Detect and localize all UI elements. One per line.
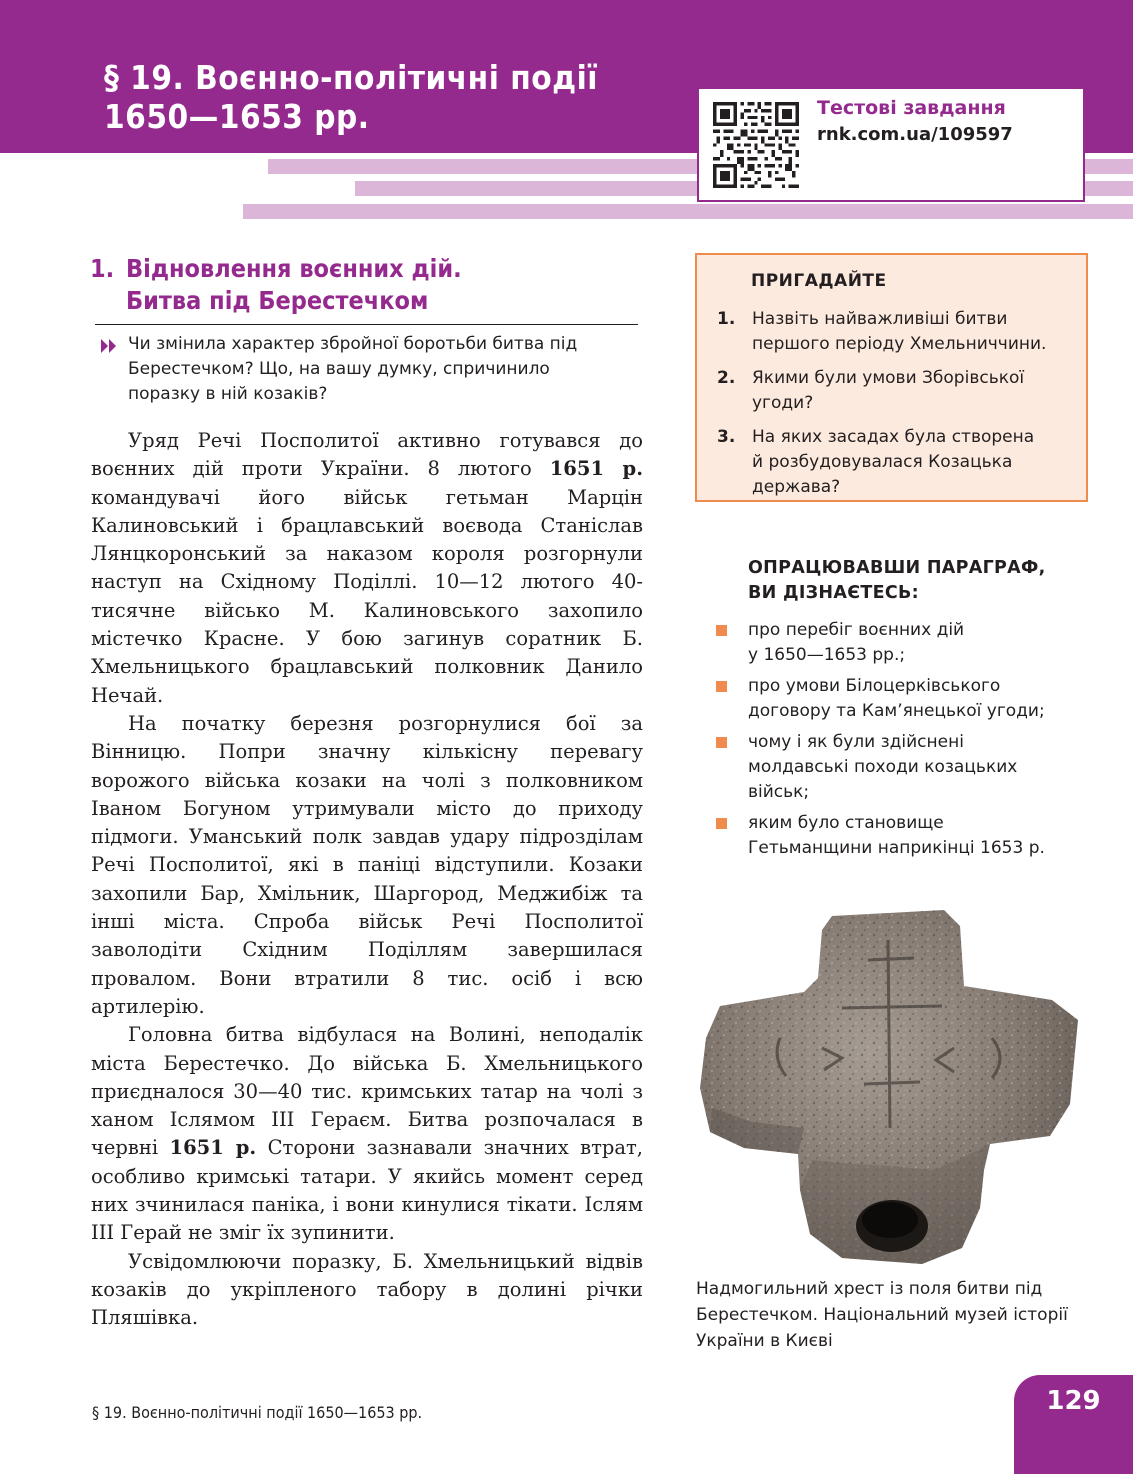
list-item: 2. Якими були умови Зборівської угоди? bbox=[717, 368, 1025, 413]
recall-title: ПРИГАДАЙТЕ bbox=[751, 271, 887, 291]
qr-code-icon[interactable] bbox=[713, 102, 799, 188]
double-arrow-icon bbox=[101, 339, 119, 353]
section-number: 1. bbox=[90, 254, 115, 283]
photo-caption: Надмогильний хрест із поля битви під Берестечком. Національний музей історії України в Києві bbox=[696, 1279, 1068, 1351]
paragraph: Уряд Речі Посполитої активно готувався до воєнних дій проти України. 8 лютого 1651 р. командувачі його військ гетьман Марцін Калиновський і брацлавський воєвода Станіслав Лянцкоронський за наказом короля розгорнули наступ на Східному Поділлі. 10—12 лютого 40-тисячне військо М. Калиновського захопило містечко Красне. У бою загинув соратник Б. Хмельницького брацлавський полковник Данило Нечай. bbox=[91, 429, 643, 707]
running-footer: § 19. Воєнно-політичні події 1650—1653 рр. bbox=[92, 1403, 423, 1422]
learn-list bbox=[716, 618, 1076, 867]
list-item: 1. Назвіть найважливіші битви першого періоду Хмельниччини. bbox=[717, 309, 1047, 354]
tests-link[interactable]: rnk.com.ua/109597 bbox=[817, 124, 1013, 145]
problem-question: Чи змінила характер збройної боротьби битва під Берестечком? Що, на вашу думку, спричинило поразку в ній козаків? bbox=[128, 334, 578, 404]
learn-title: ОПРАЦЮВАВШИ ПАРАГРАФ, ВИ ДІЗНАЄТЕСЬ: bbox=[748, 558, 1046, 603]
tests-box bbox=[697, 87, 1085, 202]
square-bullet-icon bbox=[716, 625, 727, 636]
paragraph: На початку березня розгорнулися бої за Вінницю. Попри значну кількісну перевагу ворожого війська козаки на чолі з полковником Іваном Богуном утримували місто до приходу підмоги. Уманський полк завдав удару підрозділам Речі Посполитої, які в паніці відступили. Козаки захопили Бар, Хмільник, Шаргород, Меджибіж та інші міста. Спроба військ Речі Посполитої заволодіти Східним Поділлям завершилася провалом. Вони втратили 8 тис. осіб і всю артилерію. bbox=[91, 711, 643, 1018]
list-item: яким було становище Гетьманщини наприкінці 1653 р. bbox=[716, 811, 1076, 861]
decor-stripe bbox=[243, 204, 1133, 219]
paragraph: Головна битва відбулася на Волині, неподалік міста Берестечко. До війська Б. Хмельницького приєдналося 30—40 тис. кримських татар на чолі з ханом Іслямом ІІІ Гераєм. Битва розпочалася в червні 1651 р. Сторони зазнавали значних втрат, особливо кримські татари. У якийсь момент серед них зчинилася паніка, і вони кинулися тікати. Іслям ІІІ Герай не зміг їх зупинити. bbox=[91, 1023, 643, 1245]
tests-title: Тестові завдання bbox=[817, 97, 1006, 119]
page-number: 129 bbox=[1014, 1375, 1133, 1474]
square-bullet-icon bbox=[716, 818, 727, 829]
list-item: 3. На яких засадах була створена й розбудовувалася Козацька держава? bbox=[717, 427, 1035, 497]
square-bullet-icon bbox=[716, 737, 727, 748]
list-item: чому і як були здійснені молдавські походи козацьких військ; bbox=[716, 730, 1076, 805]
stone-cross-photo bbox=[692, 908, 1084, 1266]
list-item: про перебіг воєнних дій у 1650—1653 рр.; bbox=[716, 618, 1076, 668]
square-bullet-icon bbox=[716, 681, 727, 692]
recall-list bbox=[715, 307, 1065, 509]
main-text bbox=[91, 427, 643, 1333]
paragraph-title: § 19. Воєнно-політичні події 1650—1653 рр. bbox=[104, 58, 598, 136]
paragraph: Усвідомлюючи поразку, Б. Хмельницький відвів козаків до укріпленого табору в долині річки Пляшівка. bbox=[91, 1249, 643, 1330]
list-item: про умови Білоцерківського договору та Кам’янецької угоди; bbox=[716, 674, 1076, 724]
section-heading: 1. Відновлення воєнних дій. Битва під Берестечком bbox=[90, 254, 462, 315]
recall-box bbox=[695, 253, 1088, 502]
divider bbox=[95, 324, 638, 325]
